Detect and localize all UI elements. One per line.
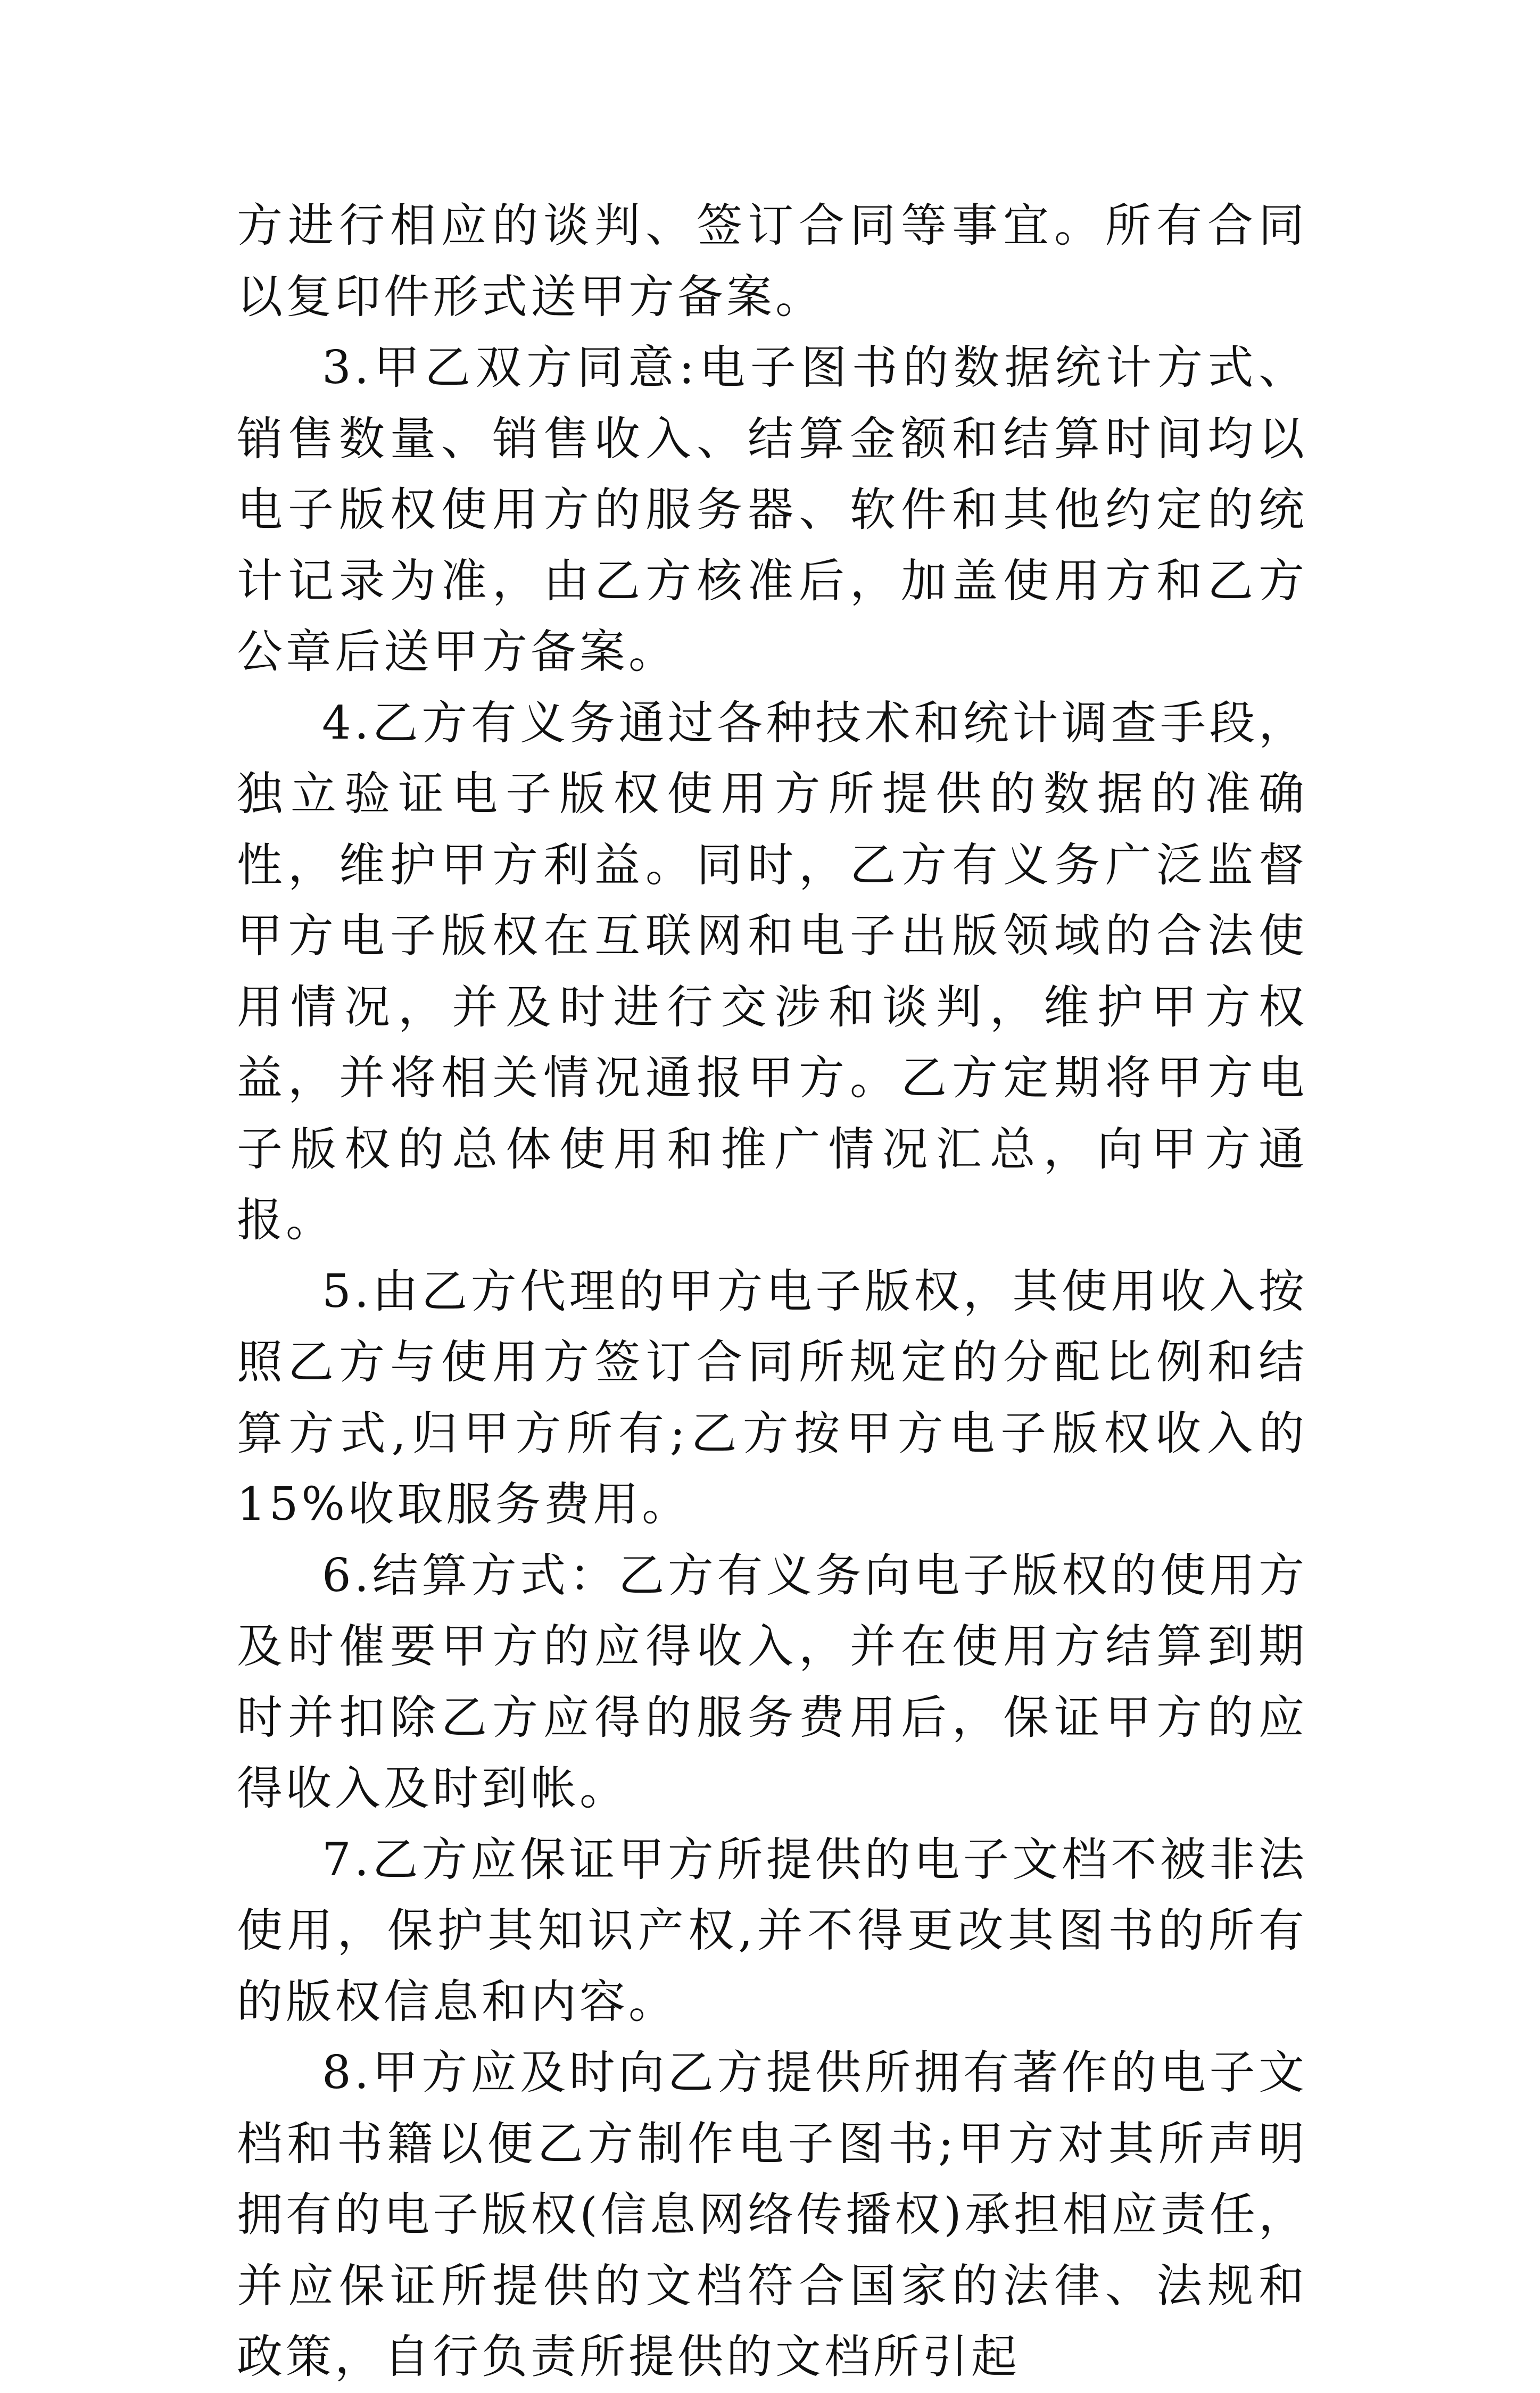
paragraph-clause-4: 4.乙方有义务通过各种技术和统计调查手段，独立验证电子版权使用方所提供的数据的准确性，维护甲方利益。同时，乙方有义务广泛监督甲方电子版权在互联网和电子出版领域的合法使用情况，并及时进行交涉和谈判，维护甲方权益，并将相关情况通报甲方。乙方定期将甲方电子版权的总体使用和推广情况汇总，向甲方通报。 [237, 696, 1307, 1247]
paragraph-clause-8: 8.甲方应及时向乙方提供所拥有著作的电子文档和书籍以便乙方制作电子图书;甲方对其所声明拥有的电子版权(信息网络传播权)承担相应责任，并应保证所提供的文档符合国家的法律、法规和政策，自行负责所提供的文档所引起 [237, 2046, 1307, 2383]
paragraph-clause-7: 7.乙方应保证甲方所提供的电子文档不被非法使用，保护其知识产权,并不得更改其图书的所有的版权信息和内容。 [237, 1833, 1307, 2028]
paragraph-continuation: 方进行相应的谈判、签订合同等事宜。所有合同以复印件形式送甲方备案。 [237, 199, 1307, 324]
paragraph-clause-6: 6.结算方式：乙方有义务向电子版权的使用方及时催要甲方的应得收入，并在使用方结算到期时并扣除乙方应得的服务费用后，保证甲方的应得收入及时到帐。 [237, 1549, 1307, 1815]
paragraph-clause-5: 5.由乙方代理的甲方电子版权，其使用收入按照乙方与使用方签订合同所规定的分配比例和结算方式,归甲方所有;乙方按甲方电子版权收入的15%收取服务费用。 [237, 1264, 1307, 1531]
document-body [237, 191, 1307, 2393]
paragraph-clause-3: 3.甲乙双方同意:电子图书的数据统计方式、销售数量、销售收入、结算金额和结算时间均以电子版权使用方的服务器、软件和其他约定的统计记录为准，由乙方核准后，加盖使用方和乙方公章后送甲方备案。 [237, 341, 1307, 678]
